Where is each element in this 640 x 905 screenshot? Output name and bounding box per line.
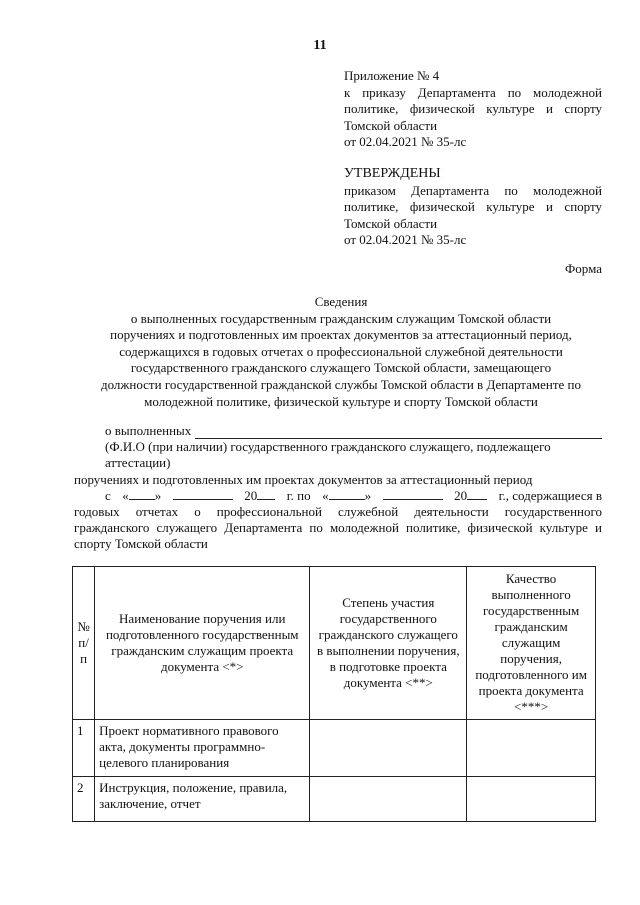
table-header-row [73,567,596,720]
fio-line [74,423,602,439]
year-prefix: 20 [244,487,258,503]
day-to-blank[interactable] [329,488,365,500]
fio-line-prefix: о выполненных [105,423,192,438]
fill-in-block [74,423,602,553]
g-po-label: г. по [286,487,311,503]
fio-hint: (Ф.И.О (при наличии) государственного гражданского служащего, подлежащего аттестации) [105,439,551,471]
heading-line: поручениях и подготовленных им проектах документов за аттестационный период, [110,327,572,343]
assignments-table [72,566,596,822]
approved-block [344,166,602,249]
appendix-block [344,68,602,151]
heading-line: государственного гражданского служащего Томской области, замещающего [130,360,552,376]
period-line: поручениях и подготовленных им проектах документов за аттестационный период [74,471,533,487]
heading-line: о выполненных государственным гражданским служащим Томской области [130,310,552,326]
month-to-blank[interactable] [383,488,443,500]
quote-close: » [154,487,162,503]
day-from-blank[interactable] [129,488,155,500]
date-from-label: с [105,487,111,503]
row-number: 1 [73,720,95,777]
month-from-blank[interactable] [173,488,233,500]
col-header-number: № п/п [73,567,95,720]
heading-line: должности государственной гражданской службы Томской области в Департаменте по [100,376,582,392]
quote-close: » [364,487,372,503]
approved-text: приказом Департамента по молодежной политике, физической культуре и спорту Томской области [344,182,602,231]
appendix-title: Приложение № 4 [344,68,440,83]
g-end-label: г., содержащиеся в [498,487,602,503]
year-to-blank[interactable] [467,488,487,500]
year-prefix: 20 [454,487,468,503]
approved-date-number: от 02.04.2021 № 35-лс [344,232,467,247]
row-quality[interactable] [467,777,596,822]
table-row [73,777,596,822]
date-range-line [74,488,602,504]
quote-open: « [122,487,129,503]
col-header-quality: Качество выполненного государственным гражданским служащим поручения, подготовленного им проекта документа <***> [467,567,596,720]
appendix-text: к приказу Департамента по молодежной политике, физической культуре и спорту Томской области [344,84,602,133]
row-degree[interactable] [310,720,467,777]
document-heading [72,294,610,410]
form-label: Форма [565,261,602,276]
report-paragraph: годовых отчетах о профессиональной служебной деятельности государственного гражданского служащего Департамента по молодежной политике, физической культуре и спорту Томской области [74,504,602,552]
row-degree[interactable] [310,777,467,822]
approved-title: УТВЕРЖДЕНЫ [344,166,441,181]
heading-line: молодежной политике, физической культуре и спорту Томской области [144,393,538,409]
col-header-name: Наименование поручения или подготовленного государственным гражданским служащим проекта документа <*> [95,567,310,720]
row-name: Инструкция, положение, правила, заключение, отчет [95,777,310,822]
year-from-blank[interactable] [257,488,275,500]
page-number: 11 [313,38,327,53]
row-number: 2 [73,777,95,822]
fio-blank[interactable] [195,426,602,439]
appendix-date-number: от 02.04.2021 № 35-лс [344,134,467,149]
heading-line: содержащихся в годовых отчетах о профессиональной служебной деятельности [119,343,563,359]
table-row [73,720,596,777]
row-quality[interactable] [467,720,596,777]
row-name: Проект нормативного правового акта, документы программно-целевого планирования [95,720,310,777]
quote-open: « [322,487,329,503]
col-header-degree: Степень участия государственного гражданского служащего в выполнении поручения, в подготовке проекта документа <**> [310,567,467,720]
heading-title: Сведения [314,294,368,309]
